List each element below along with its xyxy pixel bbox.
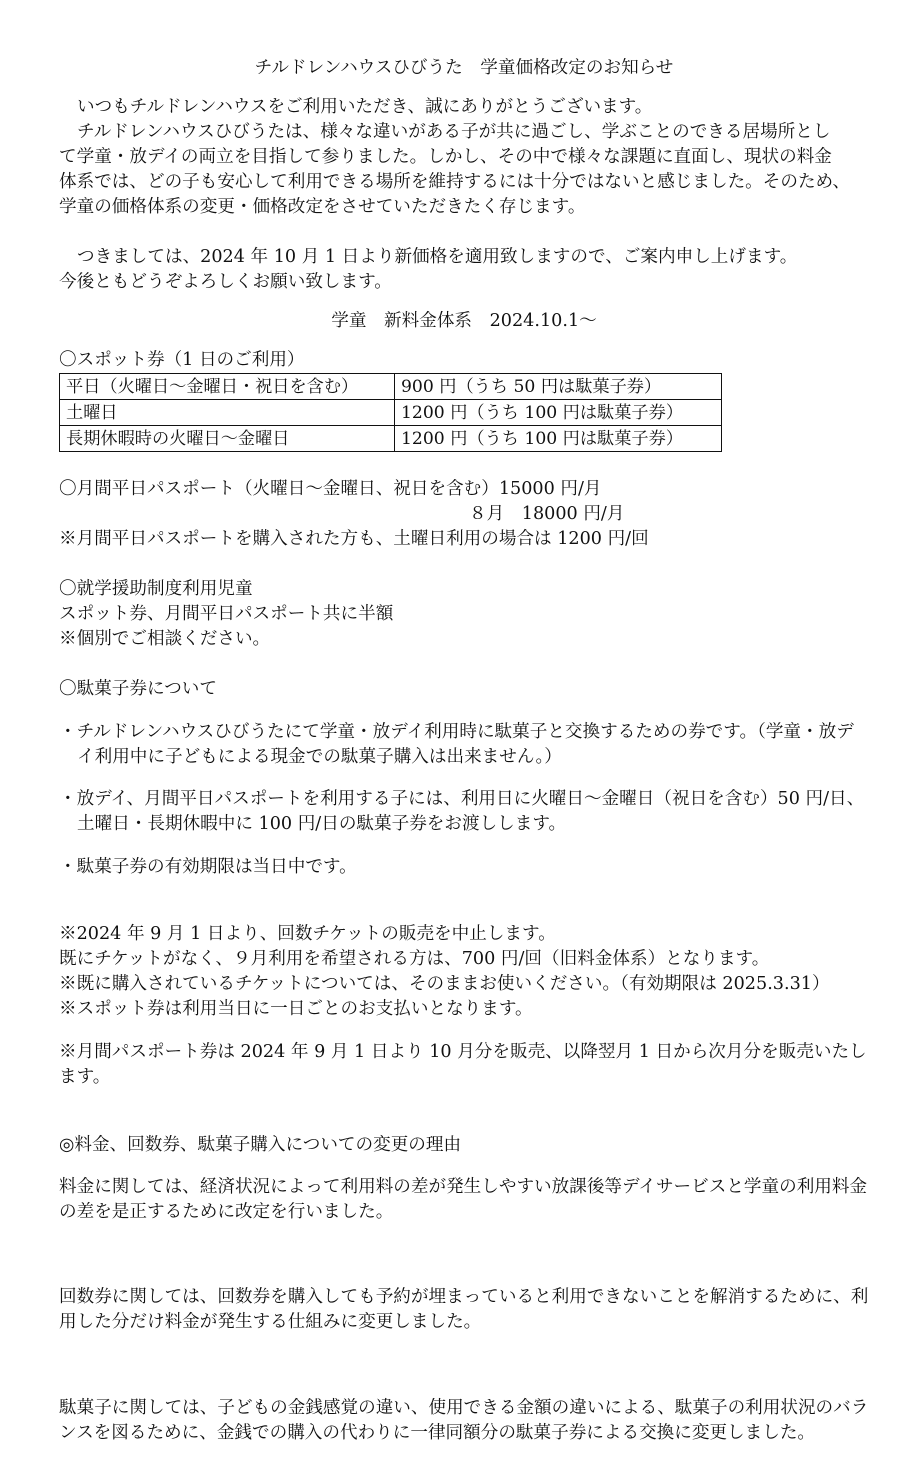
table-row bbox=[60, 400, 722, 426]
notice-line-2: 今後ともどうぞよろしくお願い致します。 bbox=[59, 272, 392, 292]
spot-row-price: 1200 円（うち 100 円は駄菓子券） bbox=[395, 400, 722, 426]
dagashi-bullet-3: ・駄菓子券の有効期限は当日中です。 bbox=[59, 856, 357, 877]
note-line-3: ※既に購入されているチケットについては、そのままお使いください。（有効期限は 2025.3.31） bbox=[59, 974, 830, 995]
reasons-heading: ◎料金、回数券、駄菓子購入についての変更の理由 bbox=[59, 1134, 462, 1155]
support-heading: 〇就学援助制度利用児童 bbox=[59, 579, 253, 599]
support-line-2: ※個別でご相談ください。 bbox=[59, 629, 271, 649]
note-line-2: 既にチケットがなく、９月利用を希望される方は、700 円/回（旧料金体系）となります。 bbox=[59, 949, 770, 970]
price-system-subtitle: 学童 新料金体系 2024.10.1～ bbox=[331, 311, 597, 331]
note-line-1: ※2024 年 9 月 1 日より、回数チケットの販売を中止します。 bbox=[59, 924, 556, 945]
intro-line-3: て学童・放デイの両立を目指して参りました。しかし、その中で様々な課題に直面し、現状の料金 bbox=[59, 147, 832, 167]
reason-dagashi: 駄菓子に関しては、子どもの金銭感覚の違い、使用できる金額の違いによる、駄菓子の利用状況のバランスを図るために、金銭での購入の代わりに一律同額分の駄菓子券による交換に変更しました。 bbox=[59, 1397, 869, 1443]
document-title: チルドレンハウスひびうた 学童価格改定のお知らせ bbox=[254, 58, 674, 78]
passport-line-1: 〇月間平日パスポート（火曜日～金曜日、祝日を含む）15000 円/月 bbox=[59, 479, 602, 499]
spot-row-label: 平日（火曜日～金曜日・祝日を含む） bbox=[60, 374, 395, 400]
dagashi-bullet-2: ・放デイ、月間平日パスポートを利用する子には、利用日に火曜日～金曜日（祝日を含む）50 円/日、土曜日・長期休暇中に 100 円/日の駄菓子券をお渡しします。 bbox=[59, 789, 865, 835]
intro-line-2: チルドレンハウスひびうたは、様々な違いがある子が共に過ごし、学ぶことのできる居場所とし bbox=[77, 122, 831, 142]
notice-line-1: つきましては、2024 年 10 月 1 日より新価格を適用致しますので、ご案内申し上げます。 bbox=[77, 247, 798, 267]
passport-line-2: ８月 18000 円/月 bbox=[469, 504, 625, 524]
table-row bbox=[60, 374, 722, 400]
reason-ticket: 回数券に関しては、回数券を購入しても予約が埋まっていると利用できないことを解消するために、利用した分だけ料金が発生する仕組みに変更しました。 bbox=[59, 1287, 869, 1333]
dagashi-heading: 〇駄菓子券について bbox=[59, 679, 217, 699]
spot-ticket-table bbox=[59, 373, 722, 452]
support-line-1: スポット券、月間平日パスポート共に半額 bbox=[59, 604, 394, 624]
notice-document bbox=[59, 56, 869, 1463]
reason-fee: 料金に関しては、経済状況によって利用料の差が発生しやすい放課後等デイサービスと学童の利用料金の差を是正するために改定を行いました。 bbox=[59, 1177, 868, 1223]
note-line-4: ※スポット券は利用当日に一日ごとのお支払いとなります。 bbox=[59, 999, 533, 1020]
intro-line-5: 学童の価格体系の変更・価格改定をさせていただきたく存じます。 bbox=[59, 197, 586, 217]
table-row bbox=[60, 426, 722, 452]
spot-row-price: 900 円（うち 50 円は駄菓子券） bbox=[395, 374, 722, 400]
intro-line-4: 体系では、どの子も安心して利用できる場所を維持するには十分ではないと感じました。そのため、 bbox=[59, 172, 851, 192]
spot-row-price: 1200 円（うち 100 円は駄菓子券） bbox=[395, 426, 722, 452]
spot-ticket-heading: 〇スポット券（1 日のご利用） bbox=[59, 350, 305, 370]
spot-row-label: 長期休暇時の火曜日～金曜日 bbox=[60, 426, 395, 452]
dagashi-bullet-1: ・チルドレンハウスひびうたにて学童・放デイ利用時に駄菓子と交換するための券です。（学童・放デイ利用中に子どもによる現金での駄菓子購入は出来ません。） bbox=[59, 721, 854, 767]
passport-note: ※月間平日パスポートを購入された方も、土曜日利用の場合は 1200 円/回 bbox=[59, 529, 649, 549]
note-line-5: ※月間パスポート券は 2024 年 9 月 1 日より 10 月分を販売、以降翌月 1 日から次月分を販売いたします。 bbox=[59, 1041, 867, 1087]
spot-row-label: 土曜日 bbox=[60, 400, 395, 426]
intro-line-1: いつもチルドレンハウスをご利用いただき、誠にありがとうございます。 bbox=[77, 97, 653, 117]
